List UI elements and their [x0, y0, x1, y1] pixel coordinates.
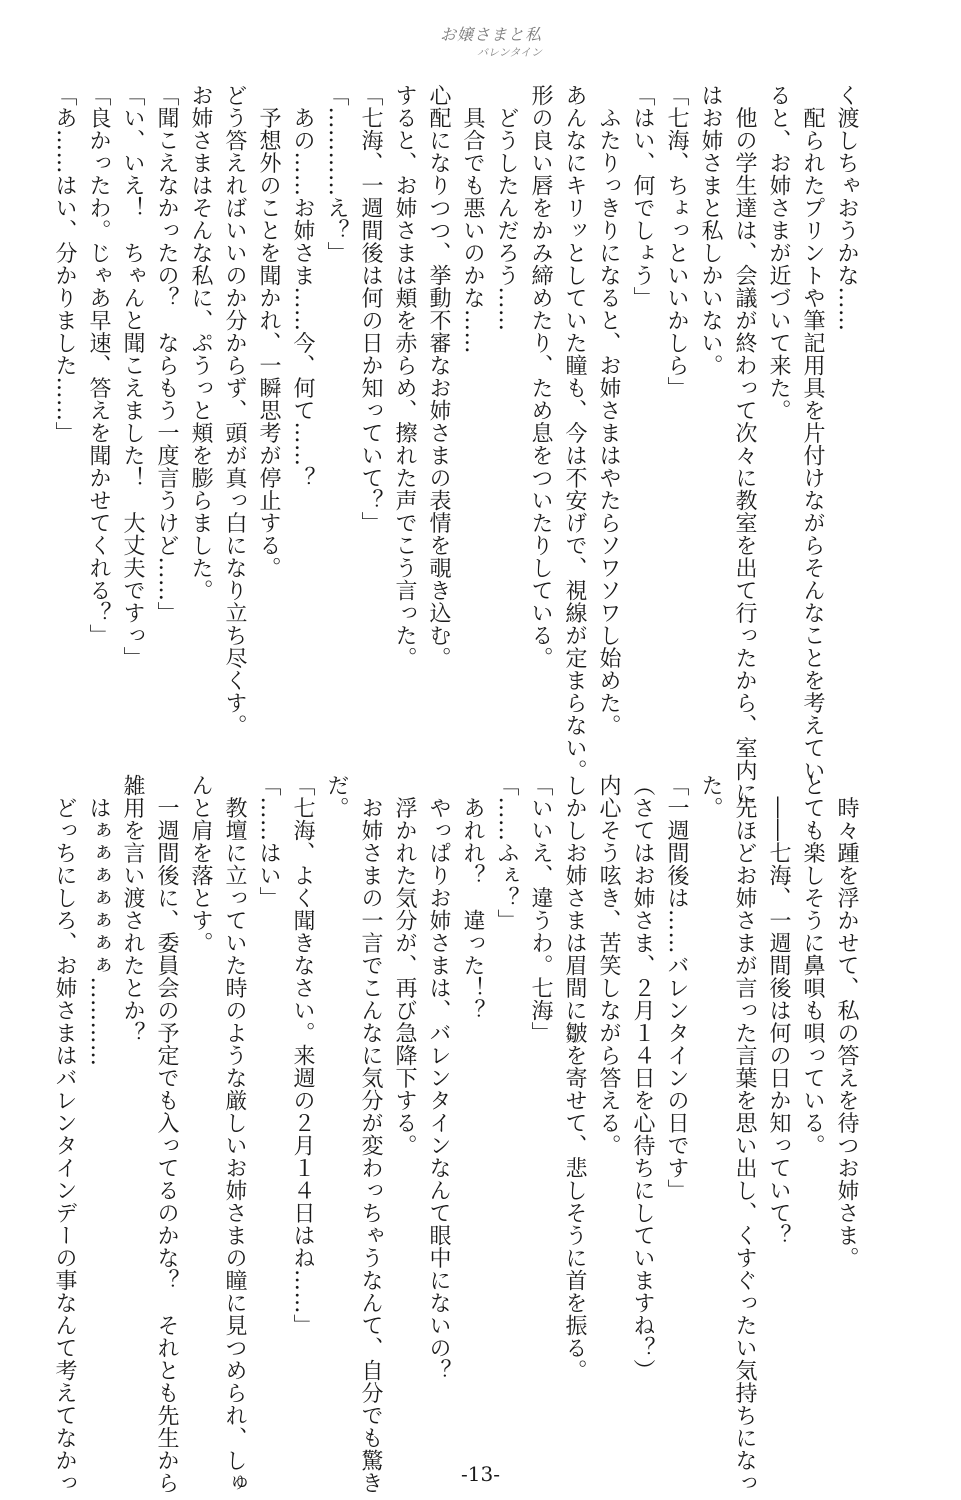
top-text-block: く渡しちゃおうかな…… 配られたプリントや筆記用具を片付けながらそんなことを考えてい ると、お姉さまが近づいて来た。 他の学生達は、会議が終わって次々に教室を出て行ったから、室内に はお姉さまと私しかいない。 「七海、ちょっといいかしら」 「はい、何でしょう」 ふたりっきりになると、お姉さまはやたらソワソワし始めた。 あんなにキリッとしていた瞳も、今は不安げで、視線が定まらない。 形の良い唇をかみ締めたり、ため息をついたりしている。 どうしたんだろう…… 具合でも悪いのかな…… 心配になりつつ、挙動不審なお姉さまの表情を覗き込む。 すると、お姉さまは頬を赤らめ、擦れた声でこう言った。 「七海、一週間後は何の日か知っていて？」 「…………え？」 あの……お姉さま……今、何て……？ 予想外のことを聞かれ、一瞬思考が停止する。 どう答えればいいのか分からず、頭が真っ白になり立ち尽くす。 お姉さまはそんな私に、ぷうっと頬を膨らました。 「聞こえなかったの？ ならもう一度言うけど……」 「い、いえ！ ちゃんと聞こえました！ 大丈夫ですっ」 「良かったわ。じゃあ早速、答えを聞かせてくれる？」 「あ……はい、分かりました……」	[52, 84, 859, 804]
logo-title: お嬢さまと私	[439, 25, 542, 44]
book-title-logo	[436, 22, 546, 70]
logo-subtitle: バレンタイン	[476, 46, 542, 59]
bottom-text-block: 時々踵を浮かせて、私の答えを待つお姉さま。 とても楽しそうに鼻唄も唄っている。 ――七海、一週間後は何の日か知っていて？ 先ほどお姉さまが言った言葉を思い出し、くすぐったい気持ちになっ た。 「一週間後は……バレンタインの日です」 （さてはお姉さま、２月１４日を心待ちにしていますね？） 内心そう呟き、苦笑しながら答える。 しかしお姉さまは眉間に皺を寄せて、悲しそうに首を振る。 「いいえ、違うわ。七海」 「……ふぇ？」 あれれ？ 違った！？ やっぱりお姉さまは、バレンタインなんて眼中にないの？ 浮かれた気分が、再び急降下する。 お姉さまの一言でこんなに気分が変わっちゃうなんて、自分でも驚き だ。 「七海、よく聞きなさい。来週の２月１４日はね……」 「……はい」 教壇に立っていた時のような厳しいお姉さまの瞳に見つめられ、しゅ んと肩を落とす。 一週間後に、委員会の予定でも入ってるのかな？ それとも先生から 雑用を言い渡されたとか？ はぁぁぁぁぁぁぁ………… どっちにしろ、お姉さまはバレンタインデーの事なんて考えてなかっ	[52, 774, 859, 1494]
page-number: -13-	[461, 1462, 500, 1486]
